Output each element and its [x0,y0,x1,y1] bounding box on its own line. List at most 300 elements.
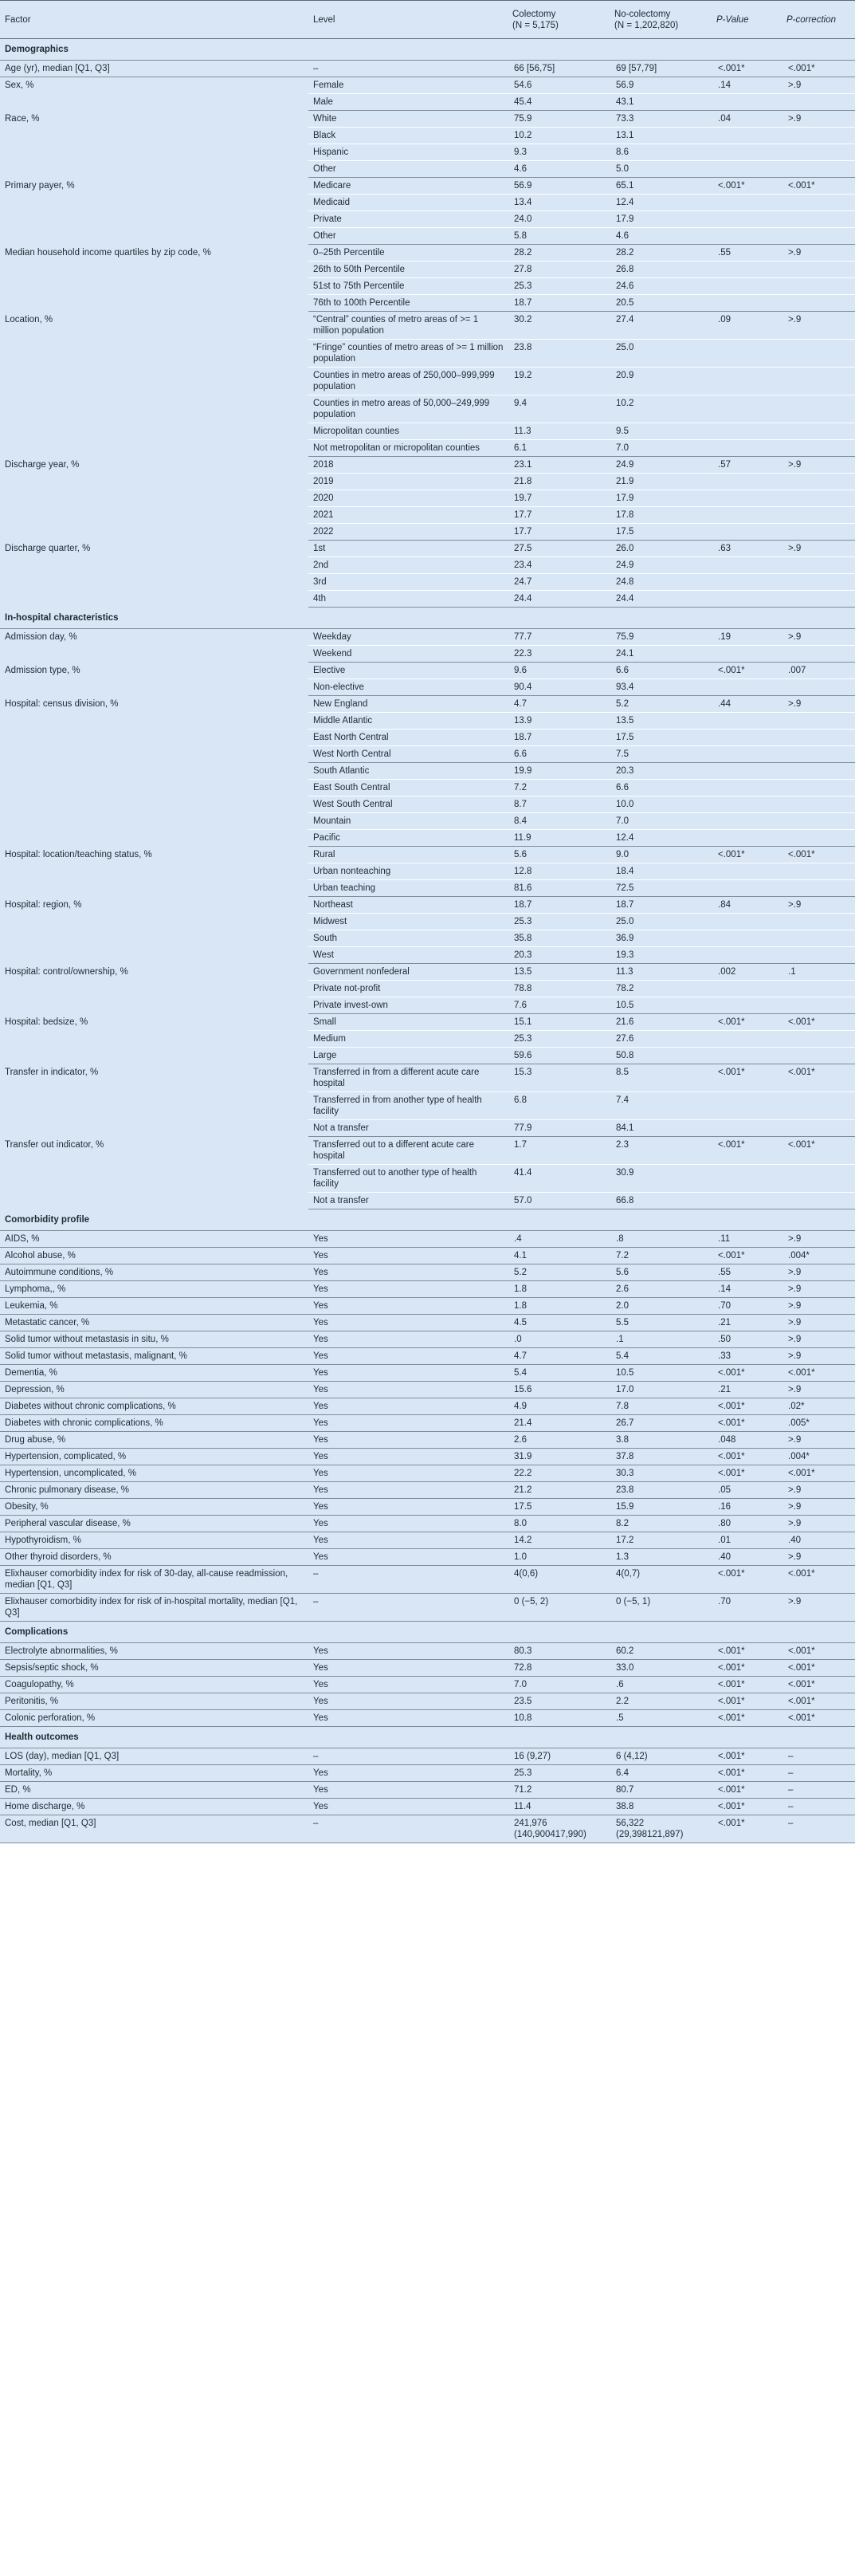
p-value-cell: .70 [713,1298,783,1315]
level-cell: Northeast [308,897,509,914]
colectomy-cell: 54.6 [509,77,611,94]
no-colectomy-cell: 17.9 [611,211,713,228]
no-colectomy-cell: 18.7 [611,897,713,914]
colectomy-cell: 80.3 [509,1643,611,1660]
no-colectomy-cell: 23.8 [611,1482,713,1499]
table-row [0,1248,855,1264]
colectomy-cell: 18.7 [509,897,611,914]
colectomy-cell: 15.1 [509,1014,611,1031]
p-correction-cell: .004* [783,1449,855,1465]
section-title: Health outcomes [0,1727,855,1748]
no-colectomy-cell: 8.5 [611,1064,713,1092]
factor-cell: Leukemia, % [0,1298,308,1315]
p-value-cell: <.001* [713,1677,783,1693]
factor-cell: Autoimmune conditions, % [0,1264,308,1281]
no-colectomy-cell: 20.3 [611,763,713,780]
table-row [0,111,855,128]
p-correction-cell: <.001* [783,1566,855,1594]
p-correction-cell [783,211,855,228]
level-cell: Medicaid [308,195,509,211]
colectomy-cell: 11.4 [509,1799,611,1815]
level-cell: Yes [308,1693,509,1710]
p-correction-cell [783,730,855,746]
p-correction-cell: <.001* [783,1693,855,1710]
section-title: Demographics [0,39,855,61]
colectomy-cell: 24.0 [509,211,611,228]
p-correction-cell: <.001* [783,1677,855,1693]
level-cell: – [308,1594,509,1622]
no-colectomy-cell: 24.9 [611,457,713,474]
p-correction-cell: <.001* [783,1643,855,1660]
p-value-cell [713,128,783,144]
p-correction-cell [783,981,855,997]
table-row [0,245,855,262]
p-value-cell [713,574,783,591]
no-colectomy-cell: 9.0 [611,847,713,863]
p-value-cell: .33 [713,1348,783,1365]
p-correction-cell: >.9 [783,1298,855,1315]
level-cell: Transferred out to another type of health facility [308,1165,509,1193]
p-correction-cell: <.001* [783,1064,855,1092]
header-p-value-text: P-Value [716,14,749,25]
p-correction-cell: .007 [783,663,855,679]
no-colectomy-cell: 21.6 [611,1014,713,1031]
colectomy-cell: 11.3 [509,423,611,440]
p-correction-cell [783,557,855,574]
p-correction-cell: .02* [783,1398,855,1415]
level-cell: Yes [308,1799,509,1815]
p-value-cell [713,1092,783,1120]
p-correction-cell: >.9 [783,77,855,94]
factor-cell: Hospital: control/ownership, % [5,966,128,977]
colectomy-cell: 35.8 [509,930,611,947]
level-cell: Weekday [308,629,509,646]
header-p-correction [783,1,855,39]
table-row [0,1566,855,1594]
header-level: Level [308,1,509,39]
p-correction-cell: >.9 [783,696,855,713]
colectomy-cell: 25.3 [509,1031,611,1048]
colectomy-cell: 17.7 [509,524,611,541]
p-value-cell: .84 [713,897,783,914]
no-colectomy-cell: 75.9 [611,629,713,646]
p-correction-cell [783,591,855,608]
level-cell: East North Central [308,730,509,746]
p-correction-cell [783,278,855,295]
level-cell: Other [308,228,509,245]
p-correction-cell: >.9 [783,897,855,914]
colectomy-cell: 9.3 [509,144,611,161]
table-row [0,1748,855,1765]
level-cell: 51st to 75th Percentile [308,278,509,295]
p-value-cell [713,863,783,880]
table-row [0,1064,855,1092]
level-cell: Yes [308,1298,509,1315]
p-value-cell: <.001* [713,1815,783,1843]
p-correction-cell: >.9 [783,1594,855,1622]
level-cell: Yes [308,1516,509,1532]
no-colectomy-cell: 37.8 [611,1449,713,1465]
p-value-cell [713,1120,783,1137]
p-correction-cell [783,440,855,457]
no-colectomy-cell: 7.2 [611,1248,713,1264]
level-cell: Black [308,128,509,144]
no-colectomy-cell: 5.5 [611,1315,713,1331]
p-value-cell: .04 [713,111,783,128]
no-colectomy-cell: 17.5 [611,730,713,746]
p-value-cell: .44 [713,696,783,713]
p-value-cell [713,880,783,897]
section-header-row [0,1622,855,1643]
colectomy-cell: 24.4 [509,591,611,608]
colectomy-cell: 78.8 [509,981,611,997]
table-row [0,1415,855,1432]
no-colectomy-cell: 7.4 [611,1092,713,1120]
colectomy-cell: 8.7 [509,796,611,813]
factor-cell: Hypothyroidism, % [0,1532,308,1549]
level-cell: Rural [308,847,509,863]
p-correction-cell [783,796,855,813]
no-colectomy-cell: .8 [611,1231,713,1248]
p-correction-cell [783,94,855,111]
p-correction-cell: >.9 [783,1499,855,1516]
level-cell: Private [308,211,509,228]
header-no-colectomy: No-colectomy (N = 1,202,820) [611,1,713,39]
no-colectomy-cell: 5.0 [611,161,713,178]
p-value-cell [713,161,783,178]
level-cell: Yes [308,1315,509,1331]
no-colectomy-cell: 0 (−5, 1) [611,1594,713,1622]
p-correction-cell [783,863,855,880]
no-colectomy-cell: .6 [611,1677,713,1693]
level-cell: 0–25th Percentile [308,245,509,262]
colectomy-cell: 15.6 [509,1382,611,1398]
no-colectomy-cell: 2.0 [611,1298,713,1315]
colectomy-cell: 22.2 [509,1465,611,1482]
factor-cell: Primary payer, % [5,180,75,191]
no-colectomy-cell: 43.1 [611,94,713,111]
p-correction-cell [783,930,855,947]
p-correction-cell [783,395,855,423]
factor-cell: ED, % [0,1782,308,1799]
colectomy-cell: 4.9 [509,1398,611,1415]
factor-cell: Hospital: census division, % [5,698,119,709]
p-correction-cell [783,763,855,780]
colectomy-cell: 31.9 [509,1449,611,1465]
no-colectomy-cell: 38.8 [611,1799,713,1815]
p-value-cell: <.001* [713,847,783,863]
table-row [0,1594,855,1622]
p-value-cell [713,646,783,663]
level-cell: 4th [308,591,509,608]
level-cell: West [308,947,509,964]
colectomy-cell: 28.2 [509,245,611,262]
colectomy-cell: 81.6 [509,880,611,897]
p-correction-cell [783,262,855,278]
factor-cell: Diabetes with chronic complications, % [0,1415,308,1432]
p-correction-cell [783,830,855,847]
p-value-cell [713,211,783,228]
colectomy-cell: 13.4 [509,195,611,211]
p-correction-cell [783,1120,855,1137]
no-colectomy-cell: 20.9 [611,368,713,395]
no-colectomy-cell: .1 [611,1331,713,1348]
factor-cell: Age (yr), median [Q1, Q3] [0,61,308,77]
factor-cell: Hypertension, complicated, % [0,1449,308,1465]
no-colectomy-cell: 24.4 [611,591,713,608]
p-correction-cell [783,144,855,161]
factor-cell: Hospital: region, % [5,899,82,910]
p-value-cell: .40 [713,1549,783,1566]
p-correction-cell: >.9 [783,1382,855,1398]
p-correction-cell: >.9 [783,1432,855,1449]
factor-cell: Chronic pulmonary disease, % [0,1482,308,1499]
colectomy-cell: 27.8 [509,262,611,278]
no-colectomy-cell: 6 (4,12) [611,1748,713,1765]
p-value-cell: <.001* [713,1248,783,1264]
p-correction-cell [783,574,855,591]
no-colectomy-cell: 69 [57,79] [611,61,713,77]
p-value-cell: .57 [713,457,783,474]
colectomy-cell: .0 [509,1331,611,1348]
p-value-cell: <.001* [713,1782,783,1799]
p-correction-cell: >.9 [783,1264,855,1281]
factor-cell: Discharge year, % [5,459,80,470]
factor-cell: Cost, median [Q1, Q3] [0,1815,308,1843]
p-correction-cell: <.001* [783,61,855,77]
no-colectomy-cell: 7.0 [611,813,713,830]
p-value-cell: .21 [713,1315,783,1331]
p-value-cell: .80 [713,1516,783,1532]
table-row [0,1782,855,1799]
colectomy-cell: 21.4 [509,1415,611,1432]
p-value-cell: <.001* [713,1566,783,1594]
table-row [0,1815,855,1843]
table-row [0,1432,855,1449]
p-value-cell [713,340,783,368]
level-cell: Yes [308,1465,509,1482]
colectomy-cell: 66 [56,75] [509,61,611,77]
p-correction-cell [783,423,855,440]
no-colectomy-cell: 13.1 [611,128,713,144]
no-colectomy-cell: 27.4 [611,312,713,340]
no-colectomy-cell: 84.1 [611,1120,713,1137]
table-row [0,1499,855,1516]
p-value-cell: .14 [713,1281,783,1298]
no-colectomy-cell: 10.5 [611,1365,713,1382]
header-p-correction-text: P-correction [786,14,836,25]
factor-cell: Solid tumor without metastasis in situ, % [0,1331,308,1348]
level-cell: West North Central [308,746,509,763]
factor-cell: Admission type, % [5,665,80,675]
factor-cell: Hospital: bedsize, % [5,1017,88,1027]
no-colectomy-cell: 10.5 [611,997,713,1014]
table-row [0,847,855,863]
colectomy-cell: 19.2 [509,368,611,395]
level-cell: Yes [308,1482,509,1499]
colectomy-cell: 71.2 [509,1782,611,1799]
factor-cell: Sepsis/septic shock, % [0,1660,308,1677]
p-value-cell [713,1193,783,1209]
p-correction-cell [783,490,855,507]
no-colectomy-cell: 24.8 [611,574,713,591]
p-value-cell [713,557,783,574]
table-row [0,1710,855,1727]
no-colectomy-cell: 7.0 [611,440,713,457]
table-row [0,1532,855,1549]
table-row [0,763,855,780]
p-value-cell: <.001* [713,1748,783,1765]
p-value-cell: <.001* [713,1465,783,1482]
p-value-cell: <.001* [713,1064,783,1092]
p-correction-cell [783,161,855,178]
p-value-cell: <.001* [713,1398,783,1415]
colectomy-cell: 0 (−5, 2) [509,1594,611,1622]
table-row [0,1331,855,1348]
colectomy-cell: 20.3 [509,947,611,964]
table-row [0,77,855,94]
p-value-cell [713,746,783,763]
no-colectomy-cell: 80.7 [611,1782,713,1799]
level-cell: Yes [308,1532,509,1549]
no-colectomy-cell: 8.2 [611,1516,713,1532]
p-correction-cell [783,880,855,897]
no-colectomy-cell: 6.6 [611,663,713,679]
p-value-cell [713,763,783,780]
table-row [0,1315,855,1331]
level-cell: White [308,111,509,128]
no-colectomy-cell: 17.0 [611,1382,713,1398]
factor-cell: Drug abuse, % [0,1432,308,1449]
colectomy-cell: 4.1 [509,1248,611,1264]
level-cell: Not metropolitan or micropolitan counties [308,440,509,457]
p-correction-cell [783,295,855,312]
factor-cell: Alcohol abuse, % [0,1248,308,1264]
p-correction-cell [783,679,855,696]
p-value-cell [713,524,783,541]
no-colectomy-cell: 6.4 [611,1765,713,1782]
p-value-cell: .55 [713,245,783,262]
p-correction-cell: >.9 [783,1516,855,1532]
level-cell: – [308,1748,509,1765]
p-correction-cell [783,195,855,211]
level-cell: Yes [308,1231,509,1248]
level-cell: Yes [308,1660,509,1677]
colectomy-cell: 10.2 [509,128,611,144]
colectomy-cell: 25.3 [509,1765,611,1782]
p-correction-cell [783,780,855,796]
colectomy-cell: 72.8 [509,1660,611,1677]
no-colectomy-cell: 36.9 [611,930,713,947]
p-correction-cell: – [783,1765,855,1782]
colectomy-cell: 16 (9,27) [509,1748,611,1765]
p-value-cell: .50 [713,1331,783,1348]
table-header [0,1,855,39]
p-value-cell: <.001* [713,1137,783,1165]
colectomy-cell: 5.2 [509,1264,611,1281]
p-value-cell [713,930,783,947]
factor-cell: Coagulopathy, % [0,1677,308,1693]
section-header-row [0,1209,855,1231]
factor-cell: Other thyroid disorders, % [0,1549,308,1566]
p-correction-cell [783,646,855,663]
no-colectomy-cell: 93.4 [611,679,713,696]
p-correction-cell [783,947,855,964]
p-correction-cell: >.9 [783,457,855,474]
factor-cell: Peritonitis, % [0,1693,308,1710]
no-colectomy-cell: 11.3 [611,964,713,981]
level-cell: Yes [308,1331,509,1348]
colectomy-cell: 13.9 [509,713,611,730]
colectomy-cell: 9.6 [509,663,611,679]
p-value-cell [713,679,783,696]
factor-cell: Obesity, % [0,1499,308,1516]
no-colectomy-cell: 78.2 [611,981,713,997]
no-colectomy-cell: 25.0 [611,914,713,930]
level-cell: Yes [308,1765,509,1782]
no-colectomy-cell: 28.2 [611,245,713,262]
p-value-cell [713,144,783,161]
colectomy-cell: 5.4 [509,1365,611,1382]
level-cell: Large [308,1048,509,1064]
level-cell: Micropolitan counties [308,423,509,440]
no-colectomy-cell: 9.5 [611,423,713,440]
no-colectomy-cell: 7.8 [611,1398,713,1415]
factor-cell: Transfer out indicator, % [5,1139,104,1150]
table-row [0,629,855,646]
table-row [0,1516,855,1532]
colectomy-cell: 23.1 [509,457,611,474]
table-row [0,312,855,340]
level-cell: 26th to 50th Percentile [308,262,509,278]
table-body [0,39,855,1843]
no-colectomy-cell: 3.8 [611,1432,713,1449]
colectomy-cell: 30.2 [509,312,611,340]
level-cell: South [308,930,509,947]
p-correction-cell: – [783,1815,855,1843]
colectomy-cell: 5.6 [509,847,611,863]
p-value-cell: <.001* [713,1710,783,1727]
no-colectomy-cell: 7.5 [611,746,713,763]
no-colectomy-cell: 27.6 [611,1031,713,1048]
p-value-cell: .002 [713,964,783,981]
table-row [0,964,855,981]
p-value-cell [713,796,783,813]
colectomy-cell: 41.4 [509,1165,611,1193]
p-value-cell: .63 [713,541,783,557]
p-value-cell: <.001* [713,663,783,679]
level-cell: Middle Atlantic [308,713,509,730]
p-value-cell: <.001* [713,1799,783,1815]
no-colectomy-cell: 26.8 [611,262,713,278]
colectomy-cell: 4.7 [509,1348,611,1365]
no-colectomy-cell: 50.8 [611,1048,713,1064]
colectomy-cell: 1.8 [509,1298,611,1315]
p-value-cell: <.001* [713,1365,783,1382]
no-colectomy-cell: 65.1 [611,178,713,195]
table-row [0,1298,855,1315]
p-value-cell [713,507,783,524]
table-row [0,178,855,195]
p-correction-cell [783,914,855,930]
factor-cell: Peripheral vascular disease, % [0,1516,308,1532]
colectomy-cell: 23.8 [509,340,611,368]
p-value-cell [713,262,783,278]
p-correction-cell [783,713,855,730]
table-row [0,1281,855,1298]
factor-cell: Colonic perforation, % [0,1710,308,1727]
p-correction-cell: .005* [783,1415,855,1432]
